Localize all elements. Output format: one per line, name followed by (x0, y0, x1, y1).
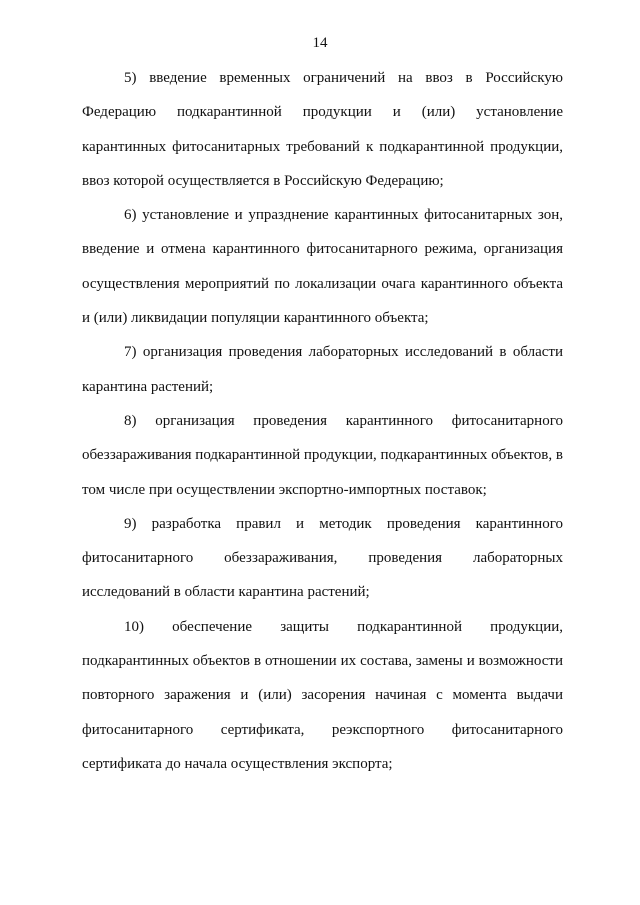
text-line: 5) введение временных ограничений на ввоз в Российскую (124, 70, 563, 86)
list-item-7 (82, 335, 563, 404)
list-item-9 (82, 507, 563, 610)
document-body (82, 61, 563, 781)
text-line: обеззараживания подкарантинной продукции, подкарантинных объектов, в (82, 447, 563, 464)
text-line: карантинных фитосанитарных требований к подкарантинной продукции, (82, 138, 563, 155)
text-line: 9) разработка правил и методик проведения карантинного (124, 515, 563, 532)
list-item-10 (82, 610, 563, 781)
text-line: исследований в области карантина растений; (82, 584, 370, 601)
text-line: 8) организация проведения карантинного фитосанитарного (124, 412, 563, 429)
text-line: и (или) ликвидации популяции карантинного объекта; (82, 310, 429, 327)
text-line: карантина растений; (82, 378, 214, 395)
list-item-6 (82, 198, 563, 335)
text-line: Федерацию подкарантинной продукции и (или) установление (82, 104, 563, 121)
list-item-8 (82, 404, 563, 507)
page-number: 14 (312, 35, 328, 51)
text-line: фитосанитарного обеззараживания, проведения лабораторных (82, 550, 563, 567)
text-line: 6) установление и упразднение карантинных фитосанитарных зон, (124, 207, 563, 224)
text-line: повторного заражения и (или) засорения начиная с момента выдачи (82, 687, 563, 704)
text-line: фитосанитарного сертификата, реэкспортного фитосанитарного (82, 721, 563, 738)
text-line: ввоз которой осуществляется в Российскую Федерацию; (82, 172, 444, 189)
list-item-5 (82, 61, 563, 198)
text-line: подкарантинных объектов в отношении их состава, замены и возможности (82, 653, 563, 670)
text-line: осуществления мероприятий по локализации очага карантинного объекта (82, 275, 563, 292)
text-line: том числе при осуществлении экспортно-импортных поставок; (82, 481, 487, 498)
text-line: сертификата до начала осуществления экспорта; (82, 755, 393, 772)
text-line: введение и отмена карантинного фитосанитарного режима, организация (82, 241, 563, 258)
text-line: 10) обеспечение защиты подкарантинной продукции, (124, 618, 563, 635)
text-line: 7) организация проведения лабораторных исследований в области (124, 344, 563, 361)
